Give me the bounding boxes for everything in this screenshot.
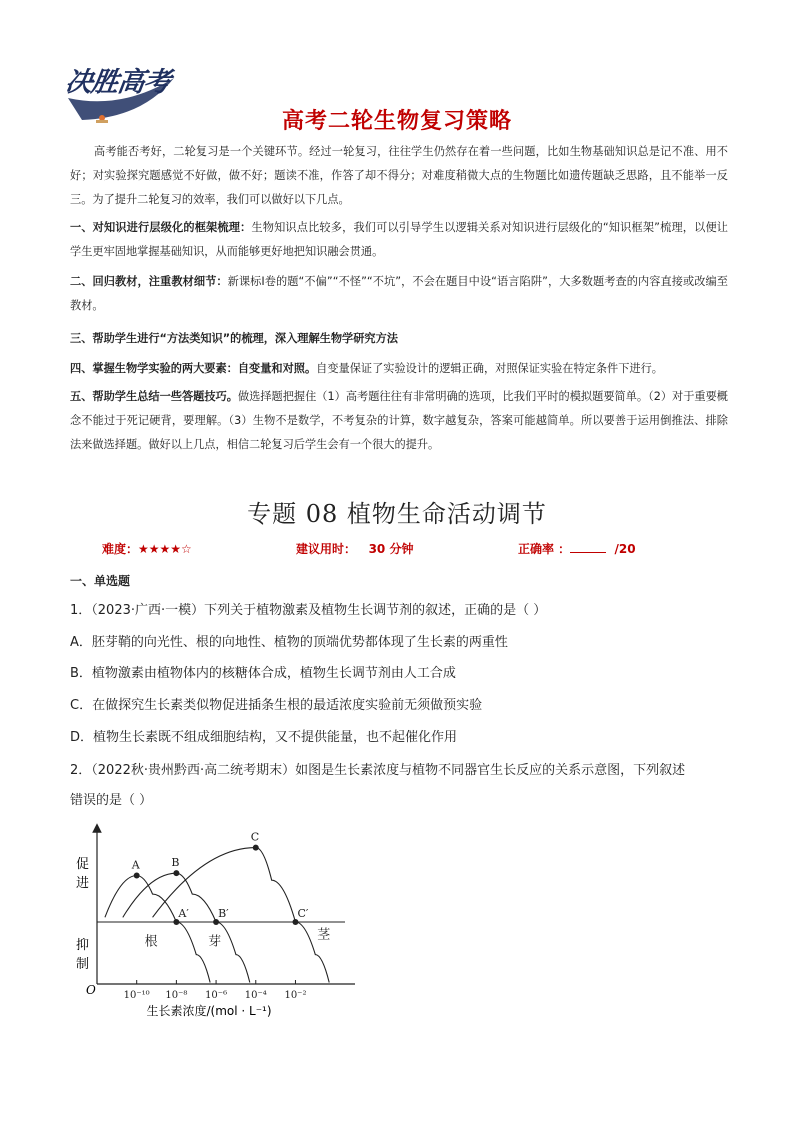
point-2-lead: 二、回归教材，注重教材细节： bbox=[70, 275, 228, 288]
curve-name-2: 茎 bbox=[317, 927, 331, 943]
svg-text:制 bbox=[76, 956, 89, 972]
peak-label-B: B bbox=[171, 856, 180, 870]
point-5-text: 做选择题把握住（1）高考题往往有非常明确的选项，比我们平时的模拟题要简单。（2）对于重要概念不能过于死记硬背，要理解。（3）生物不是数学，不考复杂的计算，数字越复杂，答案可能越简单。所以要善于运用倒推法、排除法来做选择题。做好以上几点，相信二轮复习后学生会有一个很大的提升。 bbox=[70, 390, 728, 451]
time-value: 30 分钟 bbox=[368, 542, 414, 556]
q1-option-a: A．胚芽鞘的向光性、根的向地性、植物的顶端优势都体现了生长素的两重性 bbox=[70, 635, 508, 650]
logo-brand: 决胜高考 bbox=[63, 67, 172, 98]
curve-name-1: 芽 bbox=[208, 934, 222, 950]
curve-1 bbox=[123, 873, 250, 982]
y-label-inhibit: 抑 bbox=[76, 938, 90, 953]
y-label-promote-2: 进 bbox=[76, 876, 90, 891]
point-5 bbox=[70, 385, 728, 457]
intro-paragraph: 高考能否考好，二轮复习是一个关键环节。经过一轮复习，往往学生仍然存在着一些问题，比如生物基础知识总是记不准、用不好；对实验探究题感觉不好做，做不好；题读不准，作答了却不得分；对难度稍微大点的生物题比如遗传题缺乏思路，且不能举一反三。为了提升二轮复习的效率，我们可以做好以下几点。 bbox=[70, 145, 728, 206]
x-tick-label-2: 10⁻⁶ bbox=[205, 990, 228, 1001]
curve-name-0: 根 bbox=[144, 934, 158, 950]
section-heading: 一、单选题 bbox=[70, 574, 131, 588]
q1-option-b: B．植物激素由植物体内的核糖体合成，植物生长调节剂由人工合成 bbox=[70, 666, 456, 681]
point-4-lead: 四、掌握生物学实验的两大要素：自变量和对照。 bbox=[70, 362, 317, 375]
point-3-lead: 三、帮助学生进行“方法类知识”的梳理，深入理解生物学研究方法 bbox=[70, 332, 398, 345]
y-label-inhibit-2: 制 bbox=[76, 957, 90, 972]
svg-text:进 bbox=[76, 875, 89, 891]
x-tick-label-3: 10⁻⁴ bbox=[244, 990, 267, 1001]
point-1-text: 生物知识点比较多，我们可以引导学生以逻辑关系对知识进行层级化的“知识框架”梳理，以便让学生更牢固地掌握基础知识，从而能够更好地把知识融会贯通。 bbox=[70, 221, 728, 258]
q2-stem-line1: 2．（2022秋·贵州黔西·高二统考期末）如图是生长素浓度与植物不同器官生长反应的关系示意图，下列叙述 bbox=[70, 763, 686, 778]
point-3 bbox=[70, 327, 728, 351]
accuracy bbox=[518, 540, 636, 557]
page-title: 高考二轮生物复习策略 bbox=[281, 109, 512, 134]
q2-stem-line2: 错误的是（ ） bbox=[70, 793, 153, 808]
q1-stem: 1．（2023·广西·一模）下列关于植物激素及植物生长调节剂的叙述，正确的是（ ） bbox=[70, 603, 547, 618]
x-tick-label-0: 10⁻¹⁰ bbox=[123, 990, 150, 1001]
difficulty-stars: ★★★★☆ bbox=[138, 542, 192, 556]
peak-point-A bbox=[134, 873, 140, 879]
peak-point-B bbox=[173, 870, 179, 876]
difficulty bbox=[102, 540, 192, 557]
y-label-promote: 促 bbox=[76, 857, 90, 872]
point-1 bbox=[70, 216, 728, 264]
peak-label-A: A bbox=[131, 858, 140, 872]
point-4 bbox=[70, 357, 728, 381]
origin-label: O bbox=[86, 983, 96, 997]
peak-point-C bbox=[253, 845, 259, 851]
point-2 bbox=[70, 270, 728, 318]
auxin-chart bbox=[70, 822, 370, 1022]
zero-label-2: C′ bbox=[297, 907, 309, 920]
topic-title: 专题 08 植物生命活动调节 bbox=[247, 500, 547, 528]
x-axis-label: 生长素浓度/(mol · L⁻¹) bbox=[146, 1004, 272, 1018]
point-2-text: 新课标Ⅰ卷的题“不偏”“不怪”“不坑”，不会在题目中设“语言陷阱”，大多数题考查的内容直接或改编至教材。 bbox=[70, 275, 728, 312]
peak-label-C: C bbox=[250, 830, 260, 844]
time-label: 建议用时： bbox=[296, 542, 357, 556]
suggested-time bbox=[296, 540, 413, 557]
zero-label-0: A′ bbox=[178, 907, 189, 920]
point-1-lead: 一、对知识进行层级化的框架梳理： bbox=[70, 221, 252, 234]
curve-0 bbox=[105, 876, 210, 983]
point-5-lead: 五、帮助学生总结一些答题技巧。 bbox=[70, 390, 238, 403]
x-tick-label-1: 10⁻⁸ bbox=[165, 990, 188, 1001]
accuracy-label: 正确率 ： bbox=[518, 542, 571, 556]
difficulty-label: 难度： bbox=[102, 542, 139, 556]
accuracy-total: /20 bbox=[614, 542, 636, 556]
q1-option-d: D．植物生长素既不组成细胞结构，又不提供能量，也不起催化作用 bbox=[70, 730, 458, 745]
zero-label-1: B′ bbox=[218, 907, 229, 920]
q1-option-c: C．在做探究生长素类似物促进插条生根的最适浓度实验前无须做预实验 bbox=[70, 698, 483, 713]
x-tick-label-4: 10⁻² bbox=[284, 990, 307, 1001]
accuracy-blank[interactable] bbox=[570, 541, 606, 553]
svg-text:抑 bbox=[76, 937, 89, 953]
point-4-text: 自变量保证了实验设计的逻辑正确，对照保证实验在特定条件下进行。 bbox=[316, 362, 663, 375]
